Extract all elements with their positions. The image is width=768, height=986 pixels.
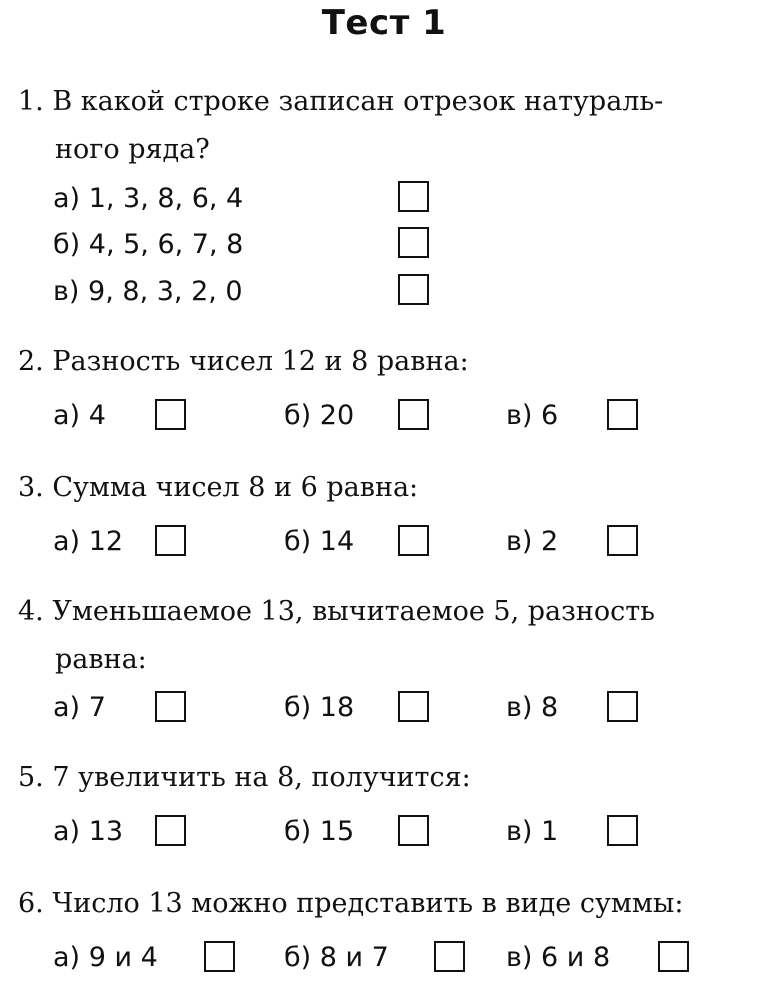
- question-text: Число 13 можно представить в виде суммы:: [52, 888, 684, 919]
- question-number: 4.: [18, 596, 44, 627]
- answer-checkbox-3a[interactable]: [155, 525, 186, 556]
- question-number: 3.: [18, 472, 44, 503]
- option-letter: а): [53, 183, 81, 214]
- question-text: Разность чисел 12 и 8 равна:: [52, 346, 469, 377]
- option-letter: в): [53, 276, 80, 307]
- question-6: [18, 880, 683, 928]
- option-letter: а): [53, 526, 81, 557]
- option-letter: б): [284, 942, 312, 973]
- option-letter: б): [284, 526, 312, 557]
- option-letter: а): [53, 400, 81, 431]
- answer-checkbox-4c[interactable]: [607, 691, 638, 722]
- answer-checkbox-1b[interactable]: [398, 227, 429, 258]
- option-3c: [506, 522, 558, 562]
- answer-checkbox-6a[interactable]: [204, 941, 235, 972]
- question-text-line-2: равна:: [55, 644, 147, 675]
- question-text-line-2: ного ряда?: [55, 134, 210, 165]
- option-2c: [506, 396, 558, 436]
- option-3a: [53, 522, 123, 562]
- option-letter: а): [53, 692, 81, 723]
- option-value: 4, 5, 6, 7, 8: [88, 229, 244, 260]
- test-title: Тест 1: [321, 3, 447, 43]
- option-2b: [284, 396, 354, 436]
- question-3: [18, 464, 418, 512]
- option-2a: [53, 396, 106, 436]
- option-1b: [53, 225, 243, 265]
- option-value: 9, 8, 3, 2, 0: [88, 276, 243, 307]
- option-value: 2: [541, 526, 559, 557]
- answer-checkbox-6b[interactable]: [434, 941, 465, 972]
- option-value: 12: [88, 526, 124, 557]
- option-4a: [53, 688, 106, 728]
- answer-checkbox-3b[interactable]: [398, 525, 429, 556]
- question-1: [18, 78, 663, 174]
- option-letter: в): [506, 816, 533, 847]
- option-5b: [284, 812, 354, 852]
- option-value: 18: [319, 692, 355, 723]
- question-number: 5.: [18, 762, 44, 793]
- question-text: 7 увеличить на 8, получится:: [52, 762, 471, 793]
- option-value: 13: [88, 816, 124, 847]
- option-value: 1, 3, 8, 6, 4: [88, 183, 244, 214]
- option-1a: [53, 179, 243, 219]
- answer-checkbox-4a[interactable]: [155, 691, 186, 722]
- option-value: 15: [319, 816, 355, 847]
- option-5c: [506, 812, 558, 852]
- answer-checkbox-5a[interactable]: [155, 815, 186, 846]
- answer-checkbox-2c[interactable]: [607, 399, 638, 430]
- option-value: 6: [541, 400, 559, 431]
- option-6c: [506, 938, 610, 978]
- answer-checkbox-3c[interactable]: [607, 525, 638, 556]
- question-2: [18, 338, 469, 386]
- option-6a: [53, 938, 158, 978]
- option-value: 1: [541, 816, 559, 847]
- answer-checkbox-5b[interactable]: [398, 815, 429, 846]
- option-letter: б): [284, 816, 312, 847]
- question-number: 1.: [18, 86, 44, 117]
- option-value: 8 и 7: [319, 942, 389, 973]
- question-number: 6.: [18, 888, 44, 919]
- question-5: [18, 754, 471, 802]
- option-letter: в): [506, 942, 533, 973]
- option-value: 9 и 4: [88, 942, 158, 973]
- option-letter: в): [506, 526, 533, 557]
- option-value: 8: [541, 692, 559, 723]
- option-4c: [506, 688, 558, 728]
- option-letter: а): [53, 816, 81, 847]
- question-4: [18, 588, 655, 684]
- question-text-line-1: Уменьшаемое 13, вычитаемое 5, разность: [52, 596, 655, 627]
- option-value: 6 и 8: [541, 942, 611, 973]
- option-value: 4: [88, 400, 106, 431]
- answer-checkbox-2a[interactable]: [155, 399, 186, 430]
- option-value: 14: [319, 526, 355, 557]
- answer-checkbox-1c[interactable]: [398, 274, 429, 305]
- option-value: 7: [88, 692, 106, 723]
- option-letter: в): [506, 692, 533, 723]
- option-letter: б): [284, 692, 312, 723]
- question-number: 2.: [18, 346, 44, 377]
- option-1c: [53, 272, 243, 312]
- option-letter: в): [506, 400, 533, 431]
- option-letter: б): [53, 229, 81, 260]
- question-text-line-1: В какой строке записан отрезок натураль-: [52, 86, 664, 117]
- answer-checkbox-1a[interactable]: [398, 181, 429, 212]
- option-letter: б): [284, 400, 312, 431]
- option-value: 20: [319, 400, 355, 431]
- question-text: Сумма чисел 8 и 6 равна:: [52, 472, 419, 503]
- option-4b: [284, 688, 354, 728]
- answer-checkbox-6c[interactable]: [658, 941, 689, 972]
- option-letter: а): [53, 942, 81, 973]
- answer-checkbox-4b[interactable]: [398, 691, 429, 722]
- answer-checkbox-5c[interactable]: [607, 815, 638, 846]
- option-3b: [284, 522, 354, 562]
- option-6b: [284, 938, 389, 978]
- answer-checkbox-2b[interactable]: [398, 399, 429, 430]
- option-5a: [53, 812, 123, 852]
